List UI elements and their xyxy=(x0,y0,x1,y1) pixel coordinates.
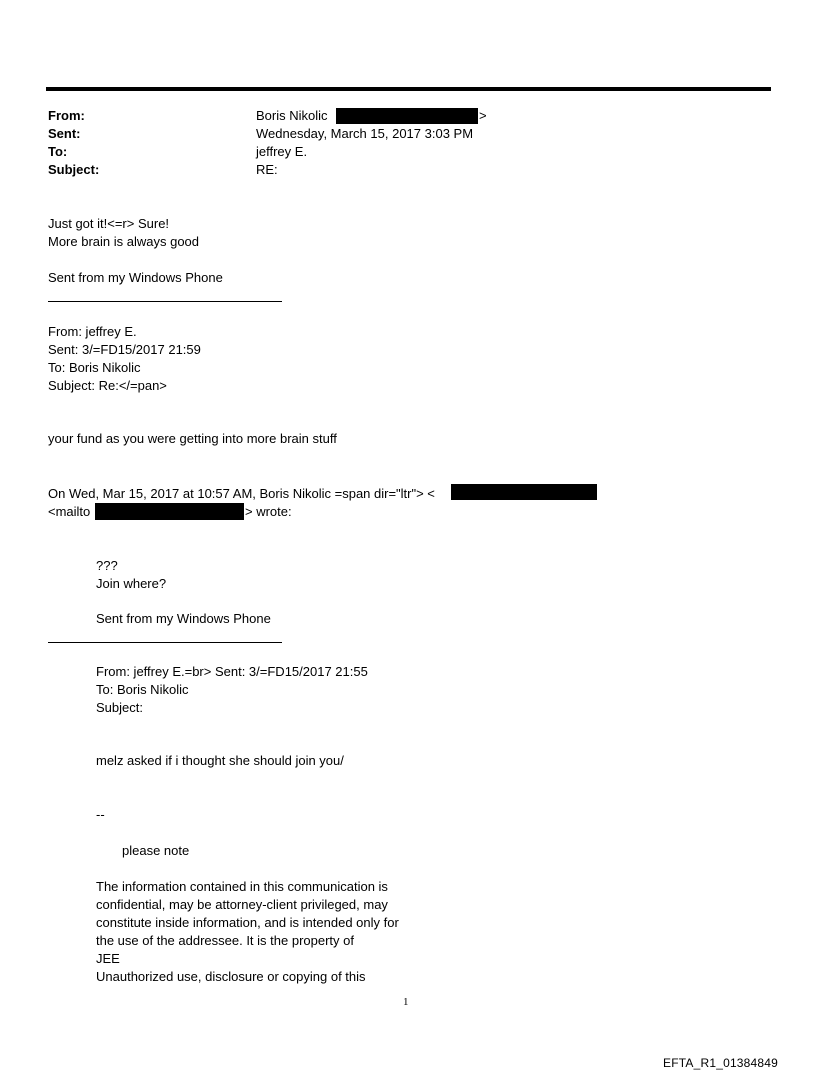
redaction-box xyxy=(95,503,244,520)
quoted-sent: Sent: 3/=FD15/2017 21:59 xyxy=(48,342,201,357)
quoted-message-text: melz asked if i thought she should join you/ xyxy=(96,753,344,768)
disclaimer-line: constitute inside information, and is intended only for xyxy=(96,915,399,930)
body-line: Just got it!<=r> Sure! xyxy=(48,216,170,231)
on-wrote-text: On Wed, Mar 15, 2017 at 10:57 AM, Boris Nikolic =span dir="ltr"> < xyxy=(48,486,435,501)
subject-label: Subject: xyxy=(48,162,100,177)
please-note: please note xyxy=(122,843,190,858)
quoted-line: ??? xyxy=(96,558,118,573)
sent-value: Wednesday, March 15, 2017 3:03 PM xyxy=(256,126,474,141)
redaction-box xyxy=(451,484,597,500)
disclaimer-line: The information contained in this communication is xyxy=(96,879,388,894)
quoted-subject: Subject: xyxy=(96,700,143,715)
quoted-message-text: your fund as you were getting into more brain stuff xyxy=(48,431,337,446)
wrote-text: > wrote: xyxy=(245,504,292,519)
disclaimer-line: the use of the addressee. It is the property of xyxy=(96,933,354,948)
signature: Sent from my Windows Phone xyxy=(48,270,223,285)
subject-value: RE: xyxy=(256,162,278,177)
quoted-subject: Subject: Re:</=pan> xyxy=(48,378,167,393)
header-rule xyxy=(46,87,771,91)
quoted-to: To: Boris Nikolic xyxy=(96,682,189,697)
disclaimer-line: confidential, may be attorney-client privileged, may xyxy=(96,897,388,912)
document-id: EFTA_R1_01384849 xyxy=(663,1056,779,1070)
separator-line xyxy=(48,642,282,643)
quoted-from: From: jeffrey E. xyxy=(48,324,137,339)
redaction-box xyxy=(336,108,478,124)
separator-line xyxy=(48,301,282,302)
signature: Sent from my Windows Phone xyxy=(96,611,271,626)
disclaimer-line: JEE xyxy=(96,951,120,966)
signature-dashes: -- xyxy=(96,807,105,822)
to-label: To: xyxy=(48,144,68,159)
disclaimer-line: Unauthorized use, disclosure or copying of this xyxy=(96,969,366,984)
quoted-line: Join where? xyxy=(96,576,167,591)
quoted-from-sent: From: jeffrey E.=br> Sent: 3/=FD15/2017 21:55 xyxy=(96,664,368,679)
mailto-start: <mailto xyxy=(48,504,91,519)
sent-label: Sent: xyxy=(48,126,81,141)
from-value: Boris Nikolic xyxy=(256,108,328,123)
body-line: More brain is always good xyxy=(48,234,200,249)
from-label: From: xyxy=(48,108,85,123)
to-value: jeffrey E. xyxy=(256,144,308,159)
from-close-bracket: > xyxy=(479,108,487,123)
quoted-to: To: Boris Nikolic xyxy=(48,360,141,375)
page-number: 1 xyxy=(403,996,409,1008)
